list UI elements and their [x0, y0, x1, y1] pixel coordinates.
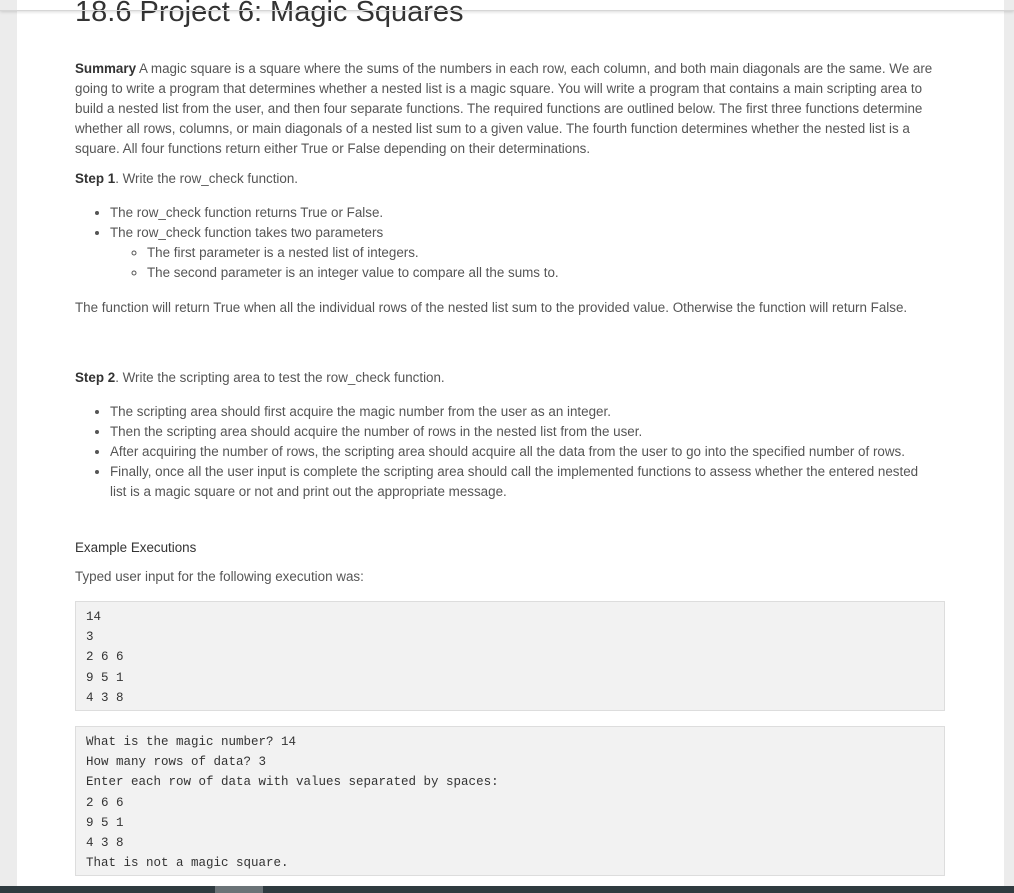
document-page — [17, 0, 1004, 893]
list-item: • Then the scripting area should acquire the number of rows in the nested list from the user. — [110, 422, 920, 442]
code-line: 3 — [86, 630, 94, 645]
step2-label: Step 2 — [75, 370, 116, 385]
code-line: How many rows of data? 3 — [86, 755, 267, 770]
typed-input-label: Typed user input for the following execution was: — [75, 569, 364, 584]
summary-paragraph — [75, 59, 937, 159]
user-input-code-block — [75, 601, 945, 711]
code-line: That is not a magic square. — [86, 856, 289, 871]
list-item: • After acquiring the number of rows, the scripting area should acquire all the data from the user to go into the specified number of rows. — [110, 442, 920, 462]
step1-label: Step 1 — [75, 171, 116, 186]
code-line: Enter each row of data with values separated by spaces: — [86, 775, 499, 790]
sub-list-item: ◦ The first parameter is a nested list of integers. — [147, 243, 559, 263]
top-header-edge — [0, 0, 1014, 11]
step2-bullet-list — [75, 402, 920, 502]
summary-text: A magic square is a square where the sums of the numbers in each row, each column, and both main diagonals are the same. We are going to write a program that determines whether a nested list is a magic square. You will write a program that contains a main scripting area to build a nested list from the user, and then four separate functions. The required functions are outlined below. The first three functions determine whether all rows, columns, or main diagonals of a nested list sum to a given value. The fourth function determines whether the nested list is a square. All four functions return either True or False depending on their determinations. — [75, 61, 933, 156]
code-line: What is the magic number? 14 — [86, 735, 297, 749]
list-item-text: The row_check function takes two parameters — [110, 225, 384, 240]
list-item: • Finally, once all the user input is complete the scripting area should call the implemented functions to assess whether the entered nested list is a magic square or not and print out the appropriate message. — [110, 462, 920, 502]
code-line: 4 3 8 — [86, 690, 124, 705]
code-line: 9 5 1 — [86, 670, 124, 685]
code-line: 2 6 6 — [86, 650, 124, 665]
bottom-scroll-bar[interactable] — [0, 886, 1014, 893]
code-line: 14 — [86, 610, 102, 624]
example-executions-title: Example Executions — [75, 540, 197, 555]
list-item: • The row_check function returns True or False. — [110, 203, 559, 223]
step1-return-paragraph: The function will return True when all the individual rows of the nested list sum to the provided value. Otherwise the function will return False. — [75, 300, 908, 315]
code-line: 2 6 6 — [86, 795, 124, 810]
list-item — [110, 223, 559, 283]
page-title: 18.6 Project 6: Magic Squares — [75, 0, 464, 28]
summary-label: Summary — [75, 61, 137, 76]
sub-list-item: ◦ The second parameter is an integer value to compare all the sums to. — [147, 263, 559, 283]
list-item: • The scripting area should first acquire the magic number from the user as an integer. — [110, 402, 920, 422]
step1-bullet-list — [75, 203, 559, 283]
step1-text: . Write the row_check function. — [115, 171, 299, 186]
step1-heading — [75, 169, 298, 189]
step1-sub-bullet-list — [110, 243, 559, 283]
step2-heading — [75, 368, 445, 388]
code-line: 4 3 8 — [86, 836, 124, 851]
bottom-scroll-thumb[interactable] — [215, 886, 263, 893]
step2-text: . Write the scripting area to test the row_check function. — [115, 370, 445, 385]
execution-output-code-block — [75, 726, 945, 876]
code-line: 9 5 1 — [86, 815, 124, 830]
